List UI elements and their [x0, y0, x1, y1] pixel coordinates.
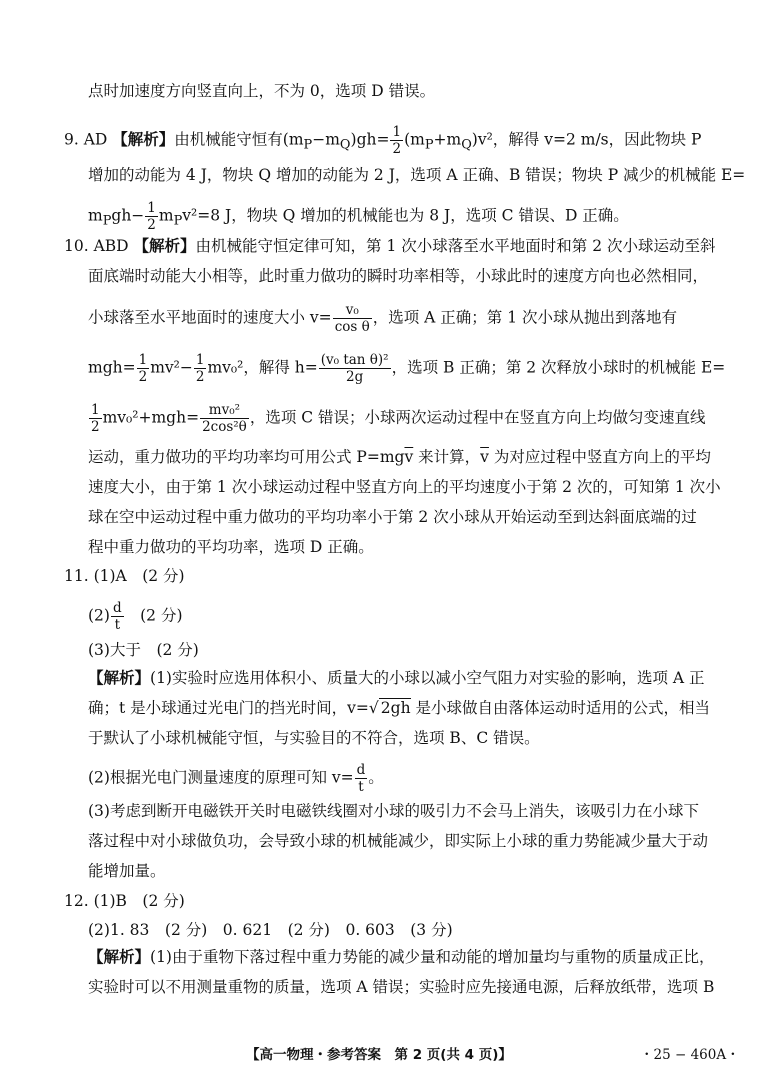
fraction: $\frac{\text{(v₀ tan θ)²}}{2g}$ [320, 352, 389, 385]
fraction: $\frac{\text{mv₀²}}{\text{2cos²θ}}$ [202, 402, 247, 435]
fraction: $\frac{d}{t}$ [356, 762, 366, 795]
text-line: 面底端时动能大小相等，此时重力做功的瞬时功率相等，小球此时的速度方向也必然相同， [88, 267, 709, 285]
text-line: 于默认了小球机械能守恒，与实验目的不符合，选项 B、C 错误。 [88, 729, 540, 747]
fraction: $\frac{d}{t}$ [112, 600, 122, 633]
footer-code: ・25 − 460A・ [640, 1047, 740, 1063]
text-line: 球在空中运动过程中重力做功的平均功率小于第 2 次小球从开始运动至到达斜面底端的过 [88, 508, 697, 526]
text-line: (2)1. 83 (2 分) 0. 621 (2 分) 0. 603 (3 分) [88, 921, 453, 939]
text-line: 确；t 是小球通过光电门的挡光时间，v=√ 2gh 是小球做自由落体运动时适用的公式，相当 [88, 699, 710, 717]
fraction: $\frac{\text{v₀}}{\text{cos θ}}$ [334, 302, 370, 335]
question-11-line-1: 11. (1)A (2 分) [64, 567, 185, 585]
text-line: (2)根据光电门测量速度的原理可知 v= $\frac{d}{t}$ 。 [88, 762, 384, 795]
analysis-label: 【解析】 [88, 669, 151, 687]
analysis-label: 【解析】 [133, 237, 196, 255]
question-12-line-1: 12. (1)B (2 分) [64, 892, 185, 910]
footer-title: 【高一物理・参考答案 第 2 页(共 4 页)】 [246, 1047, 512, 1063]
text-line: 运动，重力做功的平均功率均可用公式 $P=mg\overline{v}$ 来计算，$\overline{v}$ 为对应过程中竖直方向上的平均 [88, 448, 711, 466]
text-line: (3)考虑到断开电磁铁开关时电磁铁线圈对小球的吸引力不会马上消失，该吸引力在小球下 [88, 802, 699, 820]
text-line: 实验时可以不用测量重物的质量，选项 A 错误；实验时应先接通电源，后释放纸带，选项 B [88, 978, 715, 996]
analysis-label: 【解析】 [112, 130, 175, 149]
text-line: 增加的动能为 4 J，物块 Q 增加的动能为 2 J，选项 A 正确、B 错误；物块 P 减少的机械能 E= [88, 166, 746, 184]
text-line: (2) $\frac{d}{t}$ (2 分) [88, 600, 183, 633]
text-line: 点时加速度方向竖直向上，不为 0，选项 D 错误。 [88, 82, 436, 100]
text-line: 小球落至水平地面时的速度大小 v= $\frac{\text{v₀}}{\text{cos θ}}$ ，选项 A 正确；第 1 次小球从抛出到落地有 [88, 302, 677, 335]
text-line: (3)大于 (2 分) [88, 641, 199, 659]
fraction: $\frac{1}{2}$ [91, 402, 100, 435]
question-10-line-1: 10. ABD 【解析】由机械能守恒定律可知，第 1 次小球落至水平地面时和第 2 次小球运动至斜 [64, 237, 716, 255]
text-line: $m_Pgh-$ $\frac{1}{2}$ $m_Pv^2=8$ J，物块 Q 增加的机械能也为 8 J，选项 C 错误、D 正确。 [88, 200, 629, 233]
fraction: $\frac{1}{2}$ [195, 352, 205, 385]
text-line: $\frac{1}{2}$ mv₀²+mgh= $\frac{\text{mv₀²}}{\text{2cos²θ}}$ ，选项 C 错误；小球两次运动过程中在竖直方向上均做匀变速直线 [91, 402, 706, 435]
answer-key: 9. AD [64, 130, 108, 149]
text-line: 能增加量。 [88, 862, 166, 880]
fraction: $\frac{1}{2}$ [147, 200, 156, 233]
text-line: 程中重力做功的平均功率，选项 D 正确。 [88, 538, 374, 556]
text-line: mgh= $\frac{1}{2}$ mv²− $\frac{1}{2}$ mv₀²，解得 h= $\frac{\text{(v₀ tan θ)²}}{2g}$ ，选项 B 正确；第 2 次释放小球时的机械能 E= [88, 352, 726, 385]
text-line: 落过程中对小球做负功，会导致小球的机械能减少，即实际上小球的重力势能减少量大于动 [88, 832, 709, 850]
answer-key: 10. ABD [64, 237, 129, 255]
question-9-line-1: 9. AD 【解析】由机械能守恒有$(m_P-m_Q)gh=$ $\frac{1}{2}$ $(m_P+m_Q)v^2$，解得 v=2 m/s，因此物块 P [64, 124, 702, 157]
text-line: 速度大小，由于第 1 次小球运动过程中竖直方向上的平均速度小于第 2 次的，可知第 1 次小 [88, 478, 721, 496]
fraction: $\frac{1}{2}$ [138, 352, 148, 385]
fraction: $\frac{1}{2}$ [392, 124, 402, 157]
text-line: 【解析】(1)实验时应选用体积小、质量大的小球以减小空气阻力对实验的影响，选项 A 正 [88, 669, 705, 687]
text-line: 【解析】(1)由于重物下落过程中重力势能的减少量和动能的增加量均与重物的质量成正比， [88, 948, 715, 966]
analysis-label: 【解析】 [88, 948, 151, 966]
